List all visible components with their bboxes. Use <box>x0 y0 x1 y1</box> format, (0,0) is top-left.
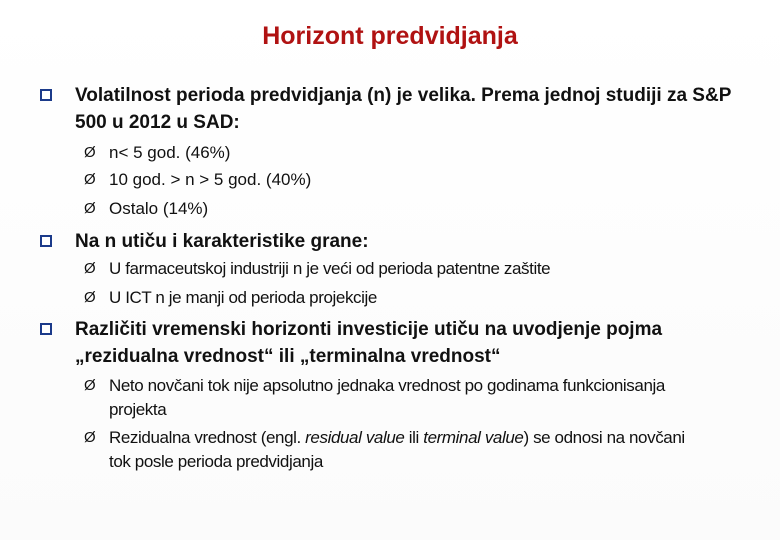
bullet-text: Volatilnost perioda predvidjanja (n) je velika. Prema jednoj studiji za S&P 500 u 2012 u SAD: <box>75 85 732 133</box>
square-bullet-icon <box>40 323 52 335</box>
arrow-bullet-icon: Ø <box>84 171 96 188</box>
sub-text: 10 god. > n > 5 god. (40%) <box>109 170 312 189</box>
sub-text: U farmaceutskoj industriji n je veći od perioda patentne zaštite <box>109 259 551 278</box>
arrow-bullet-icon: Ø <box>84 289 96 306</box>
sub-text: Rezidualna vrednost (engl. residual value ili terminal value) se odnosi na novčani tok posle perioda predvidjanja <box>109 428 685 471</box>
emphasis-term: terminal value <box>423 428 524 447</box>
sub-item <box>84 374 704 422</box>
sub-item <box>84 256 704 281</box>
sub-text: Neto novčani tok nije apsolutno jednaka vrednost po godinama funkcionisanja projekta <box>109 376 665 419</box>
bullet-item-volatility <box>40 82 745 136</box>
bullet-item-industry <box>40 228 745 255</box>
bullet-text: Različiti vremenski horizonti investicije utiču na uvodjenje pojma „rezidualna vrednost“ ili „terminalna vrednost“ <box>75 319 663 367</box>
sub-item <box>84 196 704 221</box>
arrow-bullet-icon: Ø <box>84 377 96 394</box>
bullet-text: Na n utiču i karakteristike grane: <box>75 231 369 252</box>
sub-item <box>84 285 704 310</box>
sub-item <box>84 140 704 165</box>
square-bullet-icon <box>40 235 52 247</box>
emphasis-term: residual value <box>305 428 405 447</box>
bullet-item-horizons <box>40 316 745 370</box>
slide-title: Horizont predvidjanja <box>262 22 518 50</box>
square-bullet-icon <box>40 89 52 101</box>
arrow-bullet-icon: Ø <box>84 144 96 161</box>
sub-text: n< 5 god. (46%) <box>109 143 231 162</box>
sub-text: Ostalo (14%) <box>109 199 209 218</box>
arrow-bullet-icon: Ø <box>84 260 96 277</box>
arrow-bullet-icon: Ø <box>84 200 96 217</box>
arrow-bullet-icon: Ø <box>84 429 96 446</box>
sub-item <box>84 426 704 474</box>
sub-item <box>84 167 704 192</box>
sub-text: U ICT n je manji od perioda projekcije <box>109 288 377 307</box>
